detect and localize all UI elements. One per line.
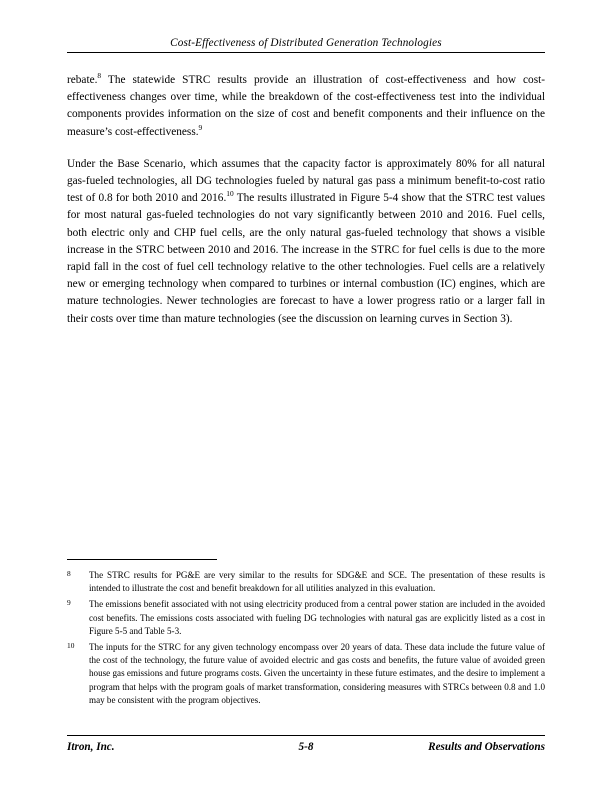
header-divider [67, 52, 545, 53]
footnote-9 [67, 598, 545, 638]
footer-section-title: Results and Observations [428, 741, 545, 753]
page-footer [67, 735, 545, 754]
footer-page-number: 5-8 [298, 741, 314, 753]
body-text-column [67, 72, 545, 328]
footnote-text-8: The STRC results for PG&E are very similar to the results for SDG&E and SCE. The presentation of these results is intended to illustrate the cost and benefit breakdown for all utilities analyzed in this evaluation. [89, 570, 545, 594]
footnote-reference-8[interactable]: 8 [97, 71, 102, 81]
footnote-separator [67, 559, 217, 560]
footnote-text-10: The inputs for the STRC for any given technology encompass over 20 years of data. These data include the future value of the cost of the technology, the future value of avoided electric and gas costs and benefits, the future value of avoided green house gas emissions and future programs costs. Given the uncertainty in these future estimates, and the desire to implement a program that helps with the program goals of market transformation, considering measures with STRCs between 0.8 and 1.0 may be consistent with the program objectives. [89, 642, 545, 705]
paragraph-2: Under the Base Scenario, which assumes that the capacity factor is approximately 80% for all natural gas-fueled technologies, all DG technologies fueled by natural gas pass a minimum benefit-to-cost ratio test of 0.8 for both 2010 and 2016.10 The results illustrated in Figure 5-4 show that the STRC test values for most natural gas-fueled technologies do not vary significantly between 2010 and 2016. Fuel cells, both electric only and CHP fuel cells, are the only natural gas-fueled technology that shows a visible increase in the STRC between 2010 and 2016. The increase in the STRC for fuel cells is due to the more rapid fall in the cost of fuel cell technology relative to the other technologies. Fuel cells are a relatively new or emerging technology when compared to turbines or internal combustion (IC) engines, which are mature technologies. Newer technologies are forecast to have a lower progress ratio or a larger fall in their costs over time than mature technologies (see the discussion on learning curves in Section 3). [67, 157, 545, 325]
footnote-number-8: 8 [67, 569, 71, 578]
footer-row [67, 740, 545, 754]
paragraph-1: rebate.$^8$ The statewide STRC results provide an illustration of cost-effectiveness and how cost-effectiveness changes over time, while the breakdown of the cost-effectiveness test into the individual components provides information on the size of cost and benefit components and their influence on the measure’s cost-effectiveness.$^9$ [67, 71, 545, 138]
footnote-10 [67, 641, 545, 707]
running-head-title: Cost-Effectiveness of Distributed Generation Technologies [170, 37, 442, 49]
footnote-number-10: 10 [67, 641, 75, 651]
footnote-section [67, 559, 545, 707]
page-header [67, 36, 545, 53]
footnote-reference-10[interactable]: 10 [226, 189, 234, 199]
footer-divider [67, 735, 545, 736]
footnote-number-9: 9 [67, 598, 71, 608]
footer-company: Itron, Inc. [67, 741, 115, 753]
footnote-reference-9[interactable]: 9 [198, 122, 203, 132]
footnote-text-9: The emissions benefit associated with not using electricity produced from a central power station are included in the avoided cost benefits. The emissions costs associated with fueling DG technologies with natural gas are explicitly listed as a cost in Figure 5-5 and Table 5-3. [89, 599, 545, 636]
footnote-8 [67, 569, 545, 595]
